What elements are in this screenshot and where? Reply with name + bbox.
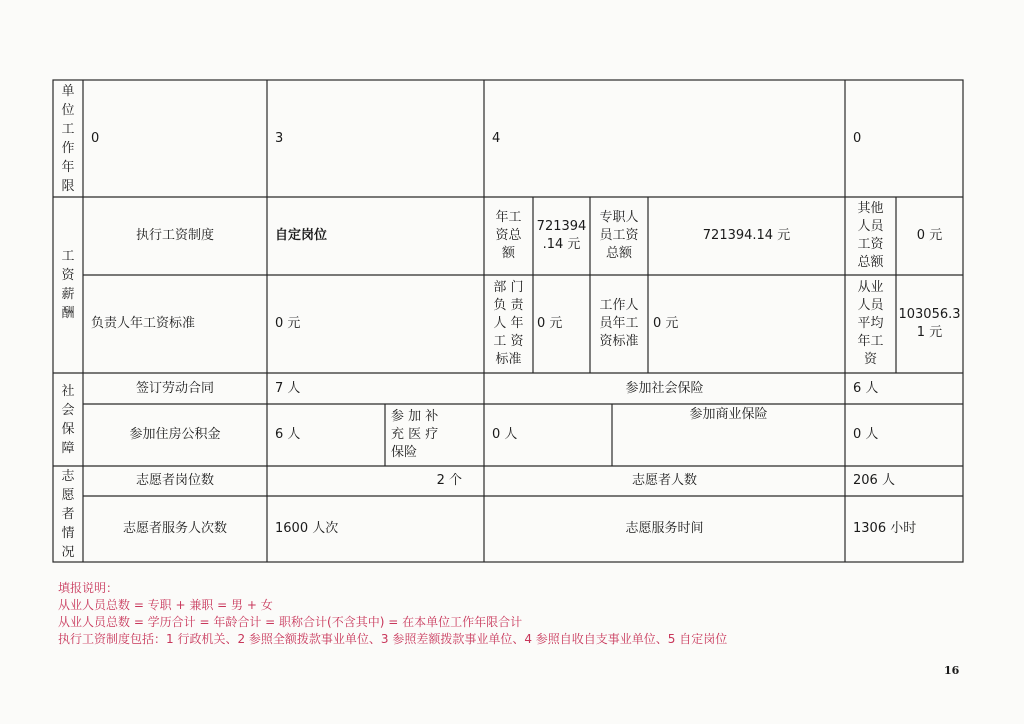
social-commercial-label: 参加商业保险 — [689, 407, 768, 422]
header-char: 情 — [61, 525, 75, 541]
label-line: 平均 — [857, 316, 884, 331]
social-fund-label: 参加住房公积金 — [129, 427, 221, 442]
label-line: 保险 — [391, 445, 418, 460]
filling-notes — [58, 580, 727, 648]
social-medical-label — [385, 404, 484, 466]
header-char: 年 — [61, 159, 75, 175]
header-char: 薪 — [61, 287, 75, 302]
social-insurance-label: 参加社会保险 — [625, 380, 704, 396]
notes-line-2: 从业人员总数 = 学历合计 = 年龄合计 = 职称合计(不含其中) = 在本单位工作年限合计 — [58, 615, 523, 629]
volunteer-count-value: 206 人 — [853, 473, 895, 488]
notes-line-3: 执行工资制度包括：1 行政机关、2 参照全额拨款事业单位、3 参照差额拨款事业单位、4 参照自收自支事业单位、5 自定岗位 — [58, 632, 728, 646]
volunteer-posts-label: 志愿者岗位数 — [135, 473, 214, 488]
salary-avg-label — [845, 275, 896, 373]
salary-leader-value: 0 元 — [275, 316, 301, 331]
label-line: 专职人 — [599, 210, 639, 225]
volunteer-count-label: 志愿者人数 — [631, 473, 697, 488]
work-years-value-4: 0 — [853, 130, 862, 146]
work-years-header — [53, 80, 83, 197]
page-number: 16 — [944, 664, 960, 677]
label-line: 人 年 — [493, 316, 524, 331]
label-line: 资 — [863, 352, 877, 367]
header-char: 工 — [61, 249, 75, 264]
volunteer-times-value: 1600 人次 — [275, 521, 339, 536]
social-commercial-value: 0 人 — [853, 427, 879, 442]
volunteer-header — [53, 466, 83, 562]
social-contract-label: 签订劳动合同 — [135, 380, 214, 396]
social-insurance-value: 6 人 — [853, 380, 879, 396]
header-char: 位 — [61, 102, 75, 118]
header-char: 工 — [61, 121, 75, 137]
salary-header — [53, 197, 83, 373]
salary-fulltime-label — [590, 197, 648, 275]
salary-fulltime-value: 721394.14 元 — [702, 228, 791, 243]
social-medical-value: 0 人 — [492, 427, 518, 442]
notes-line-1: 从业人员总数 = 专职 + 兼职 = 男 + 女 — [58, 598, 273, 612]
volunteer-posts-value: 2 个 — [436, 473, 462, 488]
salary-total-value — [533, 197, 590, 275]
volunteer-hours-value: 1306 小时 — [853, 521, 917, 536]
notes-title: 填报说明： — [58, 581, 119, 595]
label-line: 其他 — [857, 201, 884, 216]
work-years-value-2: 3 — [275, 130, 284, 146]
label-line: 年工 — [495, 210, 522, 225]
label-line: 工 资 — [493, 334, 524, 349]
salary-leader-label: 负责人年工资标准 — [91, 316, 196, 331]
label-line: 资总 — [495, 228, 522, 243]
salary-system-value: 自定岗位 — [275, 228, 328, 243]
label-line: 标准 — [495, 352, 522, 367]
label-line: 总额 — [605, 246, 632, 261]
label-line: 参 加 补 — [391, 409, 439, 424]
header-char: 作 — [61, 140, 75, 156]
label-line: 从业 — [857, 280, 884, 295]
salary-dept-label — [484, 275, 533, 373]
salary-system-label: 执行工资制度 — [135, 228, 214, 243]
label-line: 工资 — [857, 237, 884, 252]
label-line: 资标准 — [599, 334, 639, 349]
value-line: 1 元 — [916, 325, 943, 340]
salary-avg-value — [896, 275, 963, 373]
volunteer-times-label: 志愿者服务人次数 — [122, 521, 227, 536]
label-line: 负 责 — [493, 298, 524, 313]
header-char: 志 — [61, 468, 75, 484]
label-line: 人员 — [857, 219, 884, 234]
label-line: 部 门 — [493, 280, 524, 295]
salary-other-value: 0 元 — [916, 228, 943, 243]
volunteer-hours-label: 志愿服务时间 — [625, 521, 704, 536]
label-line: 总额 — [857, 255, 884, 270]
label-line: 人员 — [857, 298, 884, 313]
header-char: 会 — [61, 402, 75, 418]
label-line: 员工资 — [599, 228, 639, 243]
value-line: 103056.3 — [898, 307, 961, 322]
salary-total-label — [484, 197, 533, 275]
value-line: .14 元 — [542, 237, 581, 252]
header-char: 障 — [61, 440, 75, 456]
social-contract-value: 7 人 — [275, 380, 301, 396]
social-header — [53, 373, 83, 466]
header-char: 资 — [61, 268, 75, 283]
header-char: 酬 — [61, 306, 75, 321]
header-char: 单 — [61, 83, 75, 99]
label-line: 工作人 — [599, 298, 639, 313]
work-years-value-1: 0 — [91, 130, 100, 146]
work-years-value-3: 4 — [492, 130, 501, 146]
salary-other-label — [845, 197, 896, 275]
label-line: 额 — [501, 246, 515, 261]
salary-staff-value: 0 元 — [653, 316, 679, 331]
header-char: 限 — [61, 178, 75, 194]
header-char: 社 — [61, 383, 75, 399]
header-char: 者 — [61, 506, 75, 522]
salary-staff-label — [590, 275, 648, 373]
social-fund-value: 6 人 — [275, 427, 301, 442]
label-line: 员年工 — [599, 316, 639, 331]
header-char: 愿 — [61, 487, 75, 503]
header-char: 保 — [61, 421, 75, 437]
label-line: 充 医 疗 — [391, 427, 439, 442]
salary-dept-value: 0 元 — [537, 316, 563, 331]
header-char: 况 — [61, 544, 75, 560]
label-line: 年工 — [857, 334, 884, 349]
value-line: 721394 — [536, 219, 587, 234]
